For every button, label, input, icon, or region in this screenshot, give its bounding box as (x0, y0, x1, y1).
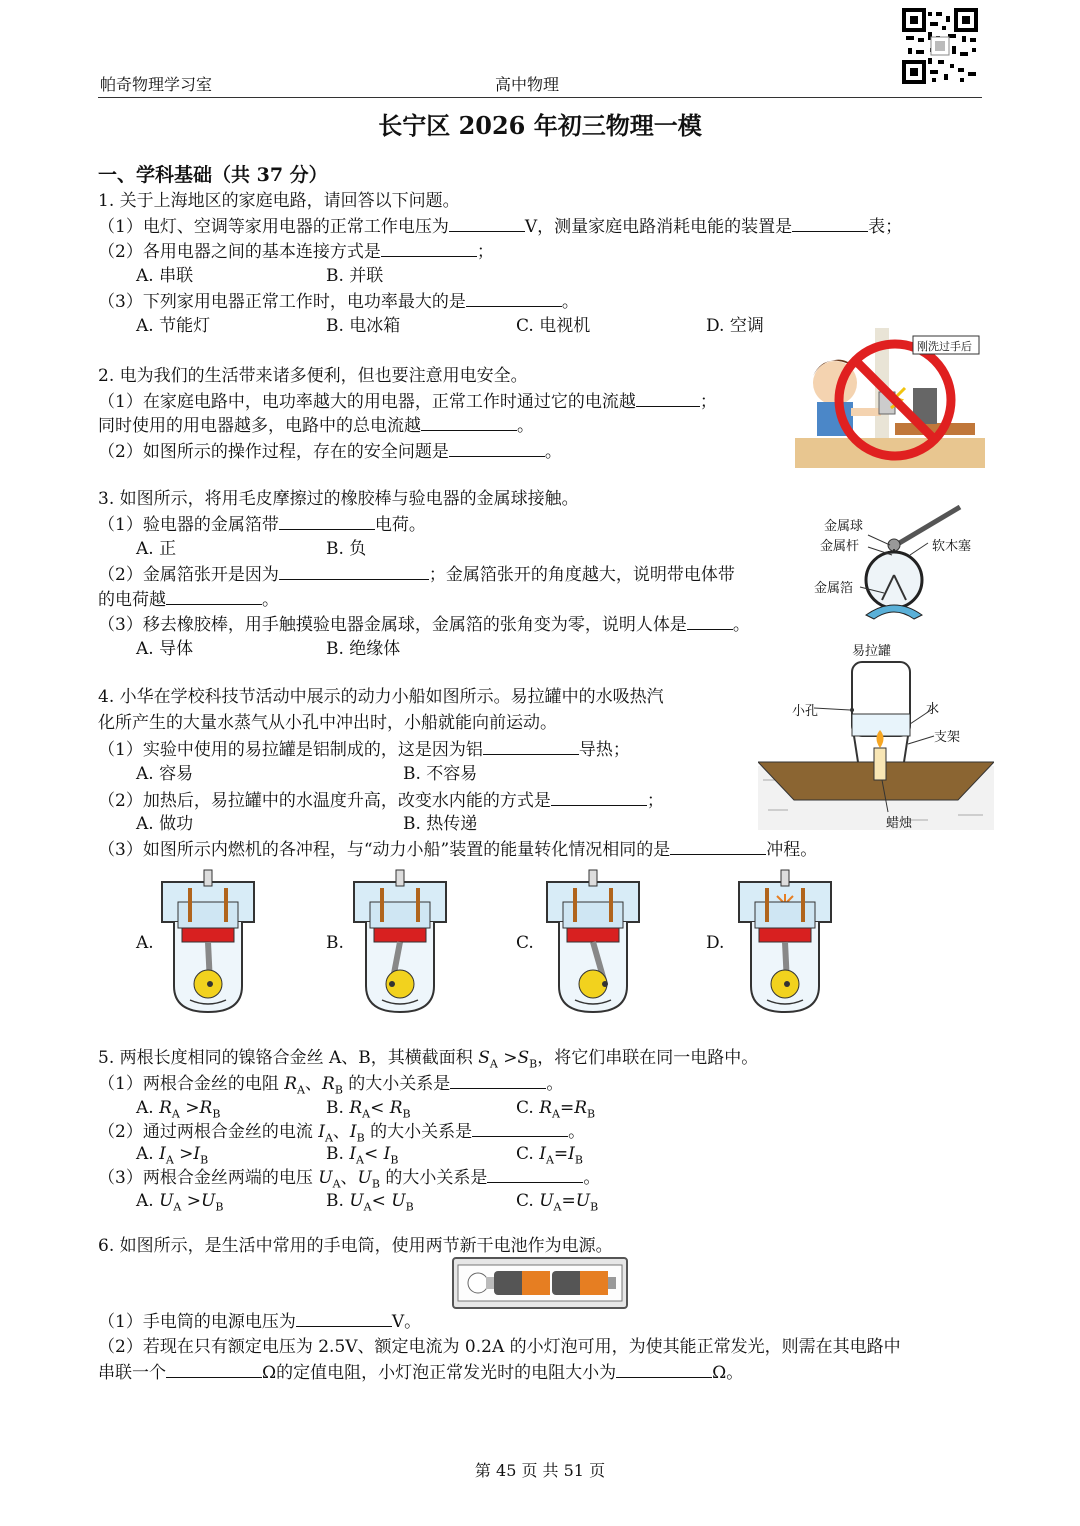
q1-p1-text-b: V，测量家庭电路消耗电能的装置是 (524, 217, 793, 237)
q3-p1-end: 电荷。 (374, 515, 426, 535)
option: A. $U_A >U_B$ (136, 1191, 224, 1214)
q4-p3-text: （3）如图所示内燃机的各冲程，与“动力小船”装置的能量转化情况相同的是 (98, 840, 671, 860)
figure-label: 水 (926, 702, 940, 717)
q3-p2c-text: 的电荷越 (98, 590, 166, 610)
option: C. $R_A=R_B$ (516, 1098, 596, 1121)
electric-safety-illustration (795, 328, 985, 468)
option: C. 电视机 (516, 316, 591, 336)
engine-stroke-diagram (352, 866, 448, 1016)
q6-stem: 6. 如图所示，是生活中常用的手电筒，使用两节新干电池作为电源。 (98, 1236, 613, 1256)
q5-p1-text: （1）两根合金丝的电阻 (98, 1074, 285, 1094)
q4-stem-1: 4. 小华在学校科技节活动中展示的动力小船如图所示。易拉罐中的水吸热汽 (98, 687, 664, 707)
option: A. $I_A >I_B$ (136, 1144, 209, 1167)
answer-blank[interactable] (449, 215, 525, 232)
engine-label: C. (516, 933, 534, 953)
answer-blank[interactable] (616, 1361, 712, 1378)
q6-p3-end: Ω。 (712, 1363, 744, 1383)
answer-blank[interactable] (381, 240, 477, 257)
q4-p3-end: 冲程。 (766, 840, 818, 860)
q3-part2c (98, 588, 279, 611)
header-center: 高中物理 (495, 75, 560, 94)
figure-label: 蜡烛 (886, 816, 913, 831)
q6-p1-end: V。 (391, 1312, 422, 1332)
option: B. $I_A< I_B$ (326, 1144, 399, 1167)
engine-stroke-diagram (160, 866, 256, 1016)
q6-p3-text-a: 串联一个 (98, 1363, 166, 1383)
option: C. $U_A=U_B$ (516, 1191, 599, 1214)
q2-part1 (98, 390, 717, 413)
answer-blank[interactable] (450, 1072, 546, 1089)
q5-p2-end: 。 (568, 1122, 586, 1142)
q3-p2-text-b: ；金属箔张开的角度越大，说明带电体带 (428, 565, 735, 585)
option: A. 容易 (136, 764, 194, 784)
steam-boat-diagram (758, 640, 994, 830)
figure-label: 易拉罐 (852, 644, 892, 659)
qr-code (902, 8, 978, 84)
q4-part1 (98, 738, 630, 761)
q5-stem: 5. 两根长度相同的镍铬合金丝 A、B，其横截面积 $S_A >S_B$，将它们串联在同一电路中。 (98, 1048, 759, 1071)
q2-p1-text: （1）在家庭电路中，电功率越大的用电器，正常工作时通过它的电流越 (98, 392, 636, 412)
option: B. 并联 (326, 266, 384, 286)
q3-p2c-end: 。 (262, 590, 279, 610)
q4-p1-text: （1）实验中使用的易拉罐是铝制成的，这是因为铝 (98, 740, 483, 760)
q1-p2-text: （2）各用电器之间的基本连接方式是 (98, 242, 381, 262)
q4-p2-end: ； (646, 791, 664, 811)
q4-part3 (98, 838, 817, 861)
q2-part1b (98, 414, 534, 437)
q3-p3-text: （3）移去橡胶棒，用手触摸验电器金属球，金属箔的张角变为零，说明人体是 (98, 615, 687, 635)
q6-part3 (98, 1361, 743, 1384)
q4-part2 (98, 789, 664, 812)
option: C. $I_A=I_B$ (516, 1144, 583, 1167)
q1-stem: 1. 关于上海地区的家庭电路，请回答以下问题。 (98, 191, 460, 211)
q1-part1 (98, 215, 902, 238)
q1-p3-end: 。 (561, 292, 579, 312)
q5-part1: （1）两根合金丝的电阻 $R_A$、$R_B$ 的大小关系是 。 (98, 1074, 564, 1097)
q3-part2 (98, 563, 735, 586)
q5-part2: （2）通过两根合金丝的电流 $I_A$、$I_B$ 的大小关系是 。 (98, 1122, 586, 1145)
answer-blank[interactable] (670, 838, 766, 855)
q2-p1b-end: 。 (517, 416, 534, 436)
q5-part3: （3）两根合金丝两端的电压 $U_A$、$U_B$ 的大小关系是 。 (98, 1168, 601, 1191)
q3-p3-end: 。 (732, 615, 750, 635)
option: B. 不容易 (403, 764, 478, 784)
answer-blank[interactable] (466, 290, 562, 307)
q2-p1-end: ； (699, 392, 717, 412)
answer-blank[interactable] (449, 440, 545, 457)
answer-blank[interactable] (792, 215, 868, 232)
engine-label: A. (136, 933, 154, 953)
engine-stroke-diagram (545, 866, 641, 1016)
figure-label: 小孔 (792, 704, 819, 719)
answer-blank[interactable] (472, 1120, 568, 1137)
answer-blank[interactable] (166, 1361, 262, 1378)
electroscope-diagram (810, 505, 985, 625)
figure-label: 软木塞 (932, 539, 972, 554)
q5-p3-text: （3）两根合金丝两端的电压 (98, 1168, 319, 1188)
page-title: 长宁区 2026 年初三物理一模 (378, 111, 702, 140)
answer-blank[interactable] (636, 390, 700, 407)
q3-p1-text: （1）验电器的金属箔带 (98, 515, 279, 535)
q6-part1 (98, 1310, 421, 1333)
q5-p1-end: 。 (546, 1074, 564, 1094)
option: A. 节能灯 (136, 316, 211, 336)
q2-p1b-text: 同时使用的用电器越多，电路中的总电流越 (98, 416, 421, 436)
option: B. $U_A< U_B$ (326, 1191, 414, 1214)
flashlight-diagram (452, 1257, 628, 1309)
option: B. 电冰箱 (326, 316, 401, 336)
q4-p1-end: 导热； (578, 740, 630, 760)
option: A. 正 (136, 539, 177, 559)
q1-p3-text: （3）下列家用电器正常工作时，电功率最大的是 (98, 292, 466, 312)
q2-p2-text: （2）如图所示的操作过程，存在的安全问题是 (98, 442, 449, 462)
answer-blank[interactable] (166, 588, 262, 605)
q5-p2-text-b: 的大小关系是 (364, 1122, 473, 1142)
option: A. 导体 (136, 639, 194, 659)
option: D. 空调 (706, 316, 764, 336)
engine-stroke-diagram (737, 866, 833, 1016)
q2-stem: 2. 电为我们的生活带来诸多便利，但也要注意用电安全。 (98, 366, 528, 386)
engine-label: B. (326, 933, 344, 953)
q6-p1-text: （1）手电筒的电源电压为 (98, 1312, 296, 1332)
figure-label: 金属箔 (814, 581, 854, 596)
answer-blank[interactable] (279, 513, 375, 530)
q5-p2-text: （2）通过两根合金丝的电流 (98, 1122, 319, 1142)
answer-blank[interactable] (487, 1166, 583, 1183)
q5-p1-text-b: 的大小关系是 (342, 1074, 451, 1094)
engine-label: D. (706, 933, 725, 953)
q2-p2-end: 。 (544, 442, 562, 462)
option: A. 做功 (136, 814, 194, 834)
q1-p1-text-c: 表； (868, 217, 903, 237)
q1-p1-text-a: （1）电灯、空调等家用电器的正常工作电压为 (98, 217, 449, 237)
option: B. 绝缘体 (326, 639, 401, 659)
page-number: 第 45 页 共 51 页 (474, 1461, 606, 1480)
q5-stem-a: 5. 两根长度相同的镍铬合金丝 A、B，其横截面积 (98, 1048, 479, 1068)
q1-p2-end: ； (476, 242, 494, 262)
q3-part3 (98, 613, 750, 636)
q5-p3-end: 。 (583, 1168, 601, 1188)
option: A. $R_A >R_B$ (136, 1098, 221, 1121)
answer-blank[interactable] (551, 789, 647, 806)
q6-p3-text-b: Ω的定值电阻，小灯泡正常发光时的电阻大小为 (262, 1363, 617, 1383)
q1-part2 (98, 240, 494, 263)
answer-blank[interactable] (421, 414, 517, 431)
answer-blank[interactable] (483, 738, 579, 755)
option: B. 热传递 (403, 814, 478, 834)
figure-label: 刚洗过手后 (917, 340, 972, 353)
option: A. 串联 (136, 266, 194, 286)
figure-label: 金属球 (824, 519, 864, 534)
q3-p2-text-a: （2）金属箔张开是因为 (98, 565, 279, 585)
option: B. 负 (326, 539, 367, 559)
q3-part1 (98, 513, 426, 536)
q5-p3-text-b: 的大小关系是 (379, 1168, 488, 1188)
header-left: 帕奇物理学习室 (100, 75, 213, 94)
figure-label: 金属杆 (820, 539, 860, 554)
header-rule (98, 97, 982, 98)
q4-p2-text: （2）加热后，易拉罐中的水温度升高，改变水内能的方式是 (98, 791, 551, 811)
answer-blank[interactable] (279, 563, 429, 580)
q4-stem-2: 化所产生的大量水蒸气从小孔中冲出时，小船就能向前运动。 (98, 713, 557, 733)
q1-part3 (98, 290, 579, 313)
figure-label: 支架 (934, 730, 961, 745)
q2-part2 (98, 440, 562, 463)
answer-blank[interactable] (687, 613, 733, 630)
q5-stem-b: ，将它们串联在同一电路中。 (537, 1048, 759, 1068)
answer-blank[interactable] (296, 1310, 392, 1327)
section-heading: 一、学科基础（共 37 分） (98, 164, 328, 186)
q3-stem: 3. 如图所示，将用毛皮摩擦过的橡胶棒与验电器的金属球接触。 (98, 489, 579, 509)
q6-part2: （2）若现在只有额定电压为 2.5V、额定电流为 0.2A 的小灯泡可用，为使其能正常发光，则需在其电路中 (98, 1337, 901, 1357)
option: B. $R_A< R_B$ (326, 1098, 411, 1121)
